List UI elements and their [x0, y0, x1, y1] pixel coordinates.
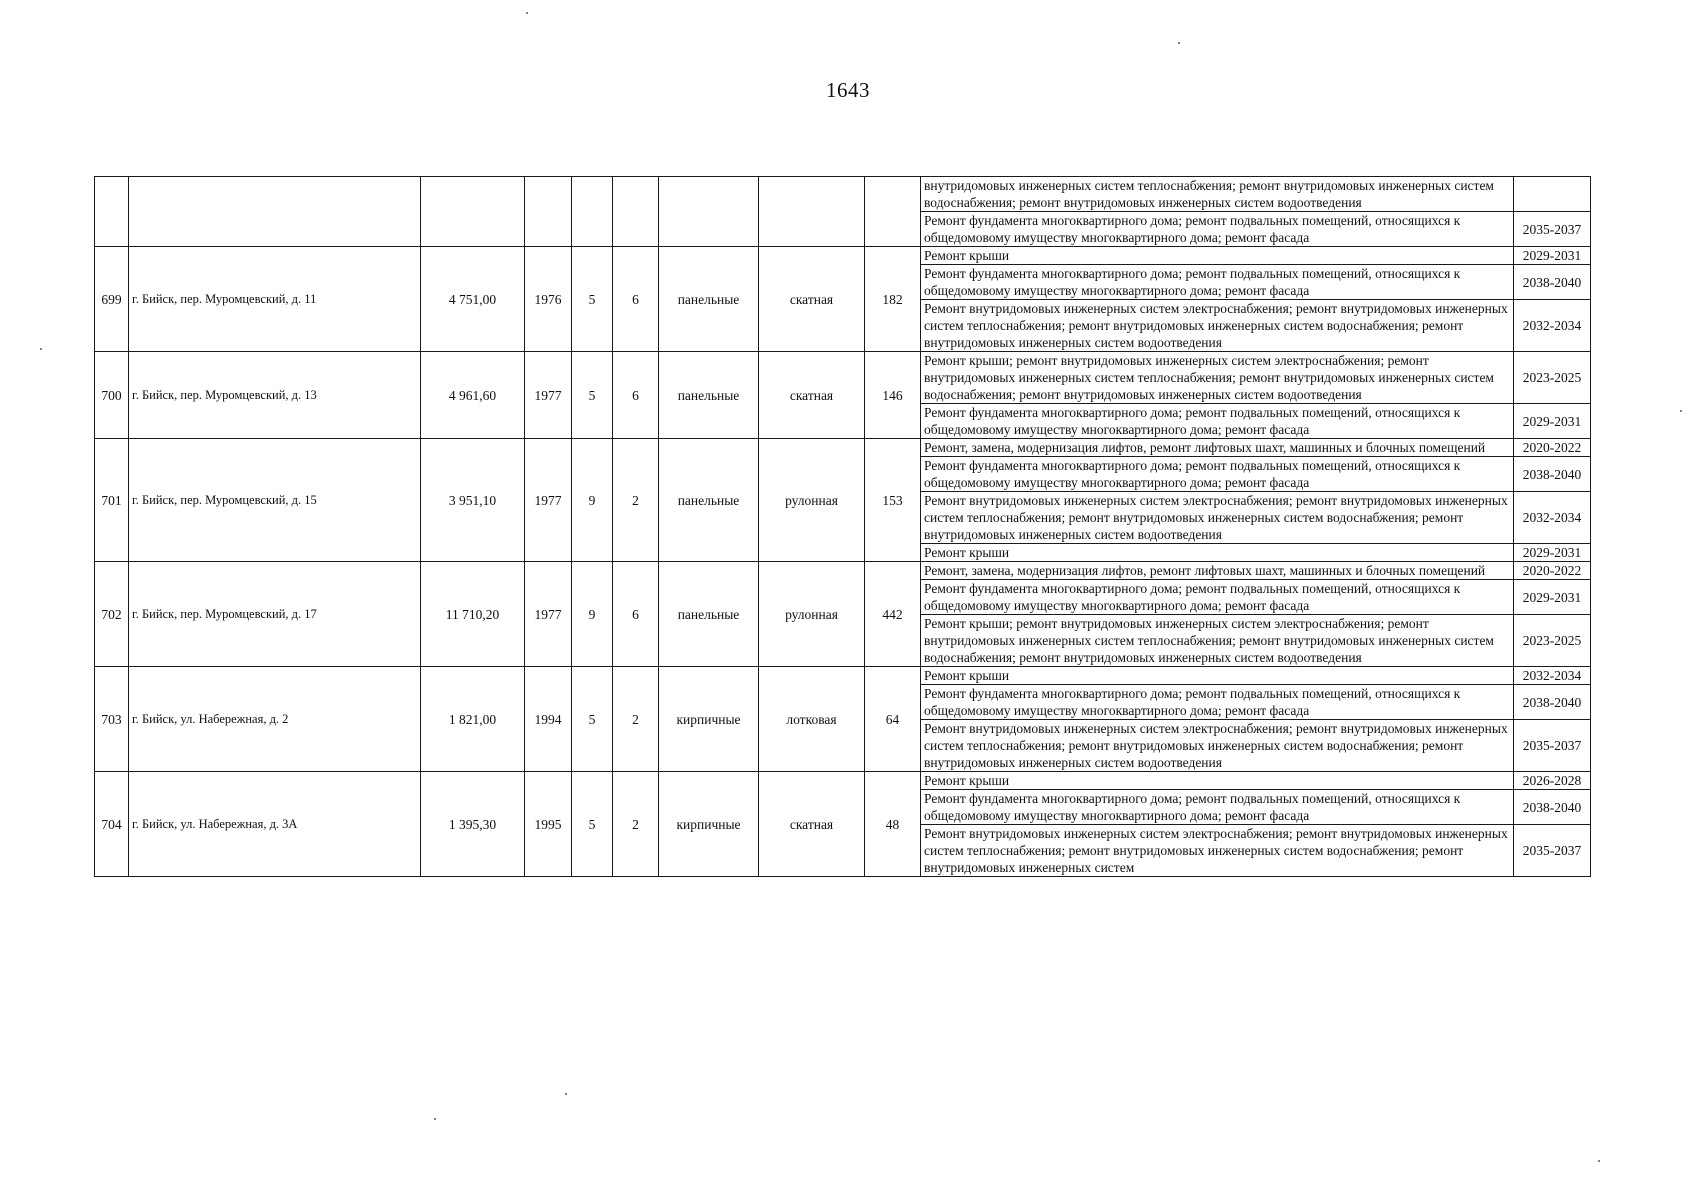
work-period: 2023-2025 [1514, 615, 1591, 667]
entrances: 2 [613, 772, 659, 877]
roof-empty [759, 177, 865, 247]
residents: 442 [865, 562, 921, 667]
roof-type: рулонная [759, 562, 865, 667]
build-year: 1977 [525, 439, 572, 562]
scan-speck [434, 1118, 436, 1120]
build-year: 1994 [525, 667, 572, 772]
work-description: Ремонт, замена, модернизация лифтов, ремонт лифтовых шахт, машинных и блочных помещений [921, 562, 1514, 580]
table-row [95, 177, 1591, 212]
work-description: Ремонт фундамента многоквартирного дома; ремонт подвальных помещений, относящихся к общедомовому имуществу многоквартирного дома; ремонт фасада [921, 790, 1514, 825]
roof-type: лотковая [759, 667, 865, 772]
work-period: 2026-2028 [1514, 772, 1591, 790]
work-description: Ремонт фундамента многоквартирного дома; ремонт подвальных помещений, относящихся к общедомовому имуществу многоквартирного дома; ремонт фасада [921, 580, 1514, 615]
roof-type: скатная [759, 772, 865, 877]
work-period: 2035-2037 [1514, 720, 1591, 772]
floors: 9 [572, 439, 613, 562]
entrances: 6 [613, 247, 659, 352]
work-period: 2032-2034 [1514, 667, 1591, 685]
work-description: Ремонт фундамента многоквартирного дома; ремонт подвальных помещений, относящихся к общедомовому имуществу многоквартирного дома; ремонт фасада [921, 457, 1514, 492]
scan-speck [1178, 42, 1180, 44]
year-empty [525, 177, 572, 247]
row-number: 700 [95, 352, 129, 439]
work-description: Ремонт внутридомовых инженерных систем электроснабжения; ремонт внутридомовых инженерных систем теплоснабжения; ремонт внутридомовых инженерных систем водоснабжения; ремонт внутридомовых инженерных систем водоотведения [921, 300, 1514, 352]
work-period: 2032-2034 [1514, 300, 1591, 352]
residents-empty [865, 177, 921, 247]
row-number: 702 [95, 562, 129, 667]
work-period: 2032-2034 [1514, 492, 1591, 544]
floors-empty [572, 177, 613, 247]
floors: 5 [572, 667, 613, 772]
work-description: Ремонт внутридомовых инженерных систем электроснабжения; ремонт внутридомовых инженерных систем теплоснабжения; ремонт внутридомовых инженерных систем водоснабжения; ремонт внутридомовых инженерных систем водоотведения [921, 720, 1514, 772]
wall-material: панельные [659, 247, 759, 352]
row-number: 703 [95, 667, 129, 772]
entrances: 6 [613, 562, 659, 667]
table-row [95, 667, 1591, 685]
row-number: 699 [95, 247, 129, 352]
wall-material: панельные [659, 352, 759, 439]
entrances-empty [613, 177, 659, 247]
work-description: Ремонт фундамента многоквартирного дома; ремонт подвальных помещений, относящихся к общедомовому имуществу многоквартирного дома; ремонт фасада [921, 265, 1514, 300]
work-period: 2020-2022 [1514, 562, 1591, 580]
work-description: Ремонт крыши [921, 772, 1514, 790]
work-description: Ремонт крыши [921, 544, 1514, 562]
residents: 153 [865, 439, 921, 562]
residents: 182 [865, 247, 921, 352]
work-period: 2029-2031 [1514, 580, 1591, 615]
row-number: 701 [95, 439, 129, 562]
build-year: 1976 [525, 247, 572, 352]
work-period: 2038-2040 [1514, 457, 1591, 492]
address: г. Бийск, пер. Муромцевский, д. 13 [129, 352, 421, 439]
address: г. Бийск, ул. Набережная, д. 2 [129, 667, 421, 772]
work-description: Ремонт фундамента многоквартирного дома; ремонт подвальных помещений, относящихся к общедомовому имуществу многоквартирного дома; ремонт фасада [921, 212, 1514, 247]
table-row [95, 352, 1591, 404]
roof-type: скатная [759, 247, 865, 352]
area-empty [421, 177, 525, 247]
floors: 5 [572, 247, 613, 352]
scan-speck [526, 12, 528, 14]
floors: 5 [572, 772, 613, 877]
address: г. Бийск, ул. Набережная, д. 3А [129, 772, 421, 877]
wall-material: кирпичные [659, 667, 759, 772]
work-period: 2023-2025 [1514, 352, 1591, 404]
work-period: 2029-2031 [1514, 247, 1591, 265]
work-description: Ремонт фундамента многоквартирного дома; ремонт подвальных помещений, относящихся к общедомовому имуществу многоквартирного дома; ремонт фасада [921, 685, 1514, 720]
address: г. Бийск, пер. Муромцевский, д. 17 [129, 562, 421, 667]
residents: 146 [865, 352, 921, 439]
area: 4 751,00 [421, 247, 525, 352]
table-row [95, 562, 1591, 580]
work-period: 2029-2031 [1514, 404, 1591, 439]
build-year: 1977 [525, 352, 572, 439]
entrances: 2 [613, 667, 659, 772]
wall-material: кирпичные [659, 772, 759, 877]
repair-schedule-table [94, 176, 1591, 877]
address: г. Бийск, пер. Муромцевский, д. 11 [129, 247, 421, 352]
roof-type: скатная [759, 352, 865, 439]
table-row [95, 247, 1591, 265]
roof-type: рулонная [759, 439, 865, 562]
work-description: Ремонт крыши; ремонт внутридомовых инженерных систем электроснабжения; ремонт внутридомовых инженерных систем теплоснабжения; ремонт внутридомовых инженерных систем водоснабжения; ремонт внутридомовых инженерных систем водоотведения [921, 352, 1514, 404]
work-period: 2035-2037 [1514, 212, 1591, 247]
build-year: 1995 [525, 772, 572, 877]
table-row [95, 772, 1591, 790]
floors: 9 [572, 562, 613, 667]
work-description: внутридомовых инженерных систем теплоснабжения; ремонт внутридомовых инженерных систем водоснабжения; ремонт внутридомовых инженерных систем водоотведения [921, 177, 1514, 212]
address: г. Бийск, пер. Муромцевский, д. 15 [129, 439, 421, 562]
page-number: 1643 [826, 78, 870, 102]
area: 11 710,20 [421, 562, 525, 667]
walls-empty [659, 177, 759, 247]
work-period: 2035-2037 [1514, 825, 1591, 877]
work-period [1514, 177, 1591, 212]
scan-speck [1598, 1160, 1600, 1162]
address-empty [129, 177, 421, 247]
work-description: Ремонт внутридомовых инженерных систем электроснабжения; ремонт внутридомовых инженерных систем теплоснабжения; ремонт внутридомовых инженерных систем водоснабжения; ремонт внутридомовых инженерных систем водоотведения [921, 492, 1514, 544]
residents: 48 [865, 772, 921, 877]
work-description: Ремонт крыши [921, 667, 1514, 685]
work-description: Ремонт крыши [921, 247, 1514, 265]
work-period: 2038-2040 [1514, 685, 1591, 720]
table-row [95, 439, 1591, 457]
work-period: 2038-2040 [1514, 265, 1591, 300]
work-period: 2038-2040 [1514, 790, 1591, 825]
area: 3 951,10 [421, 439, 525, 562]
work-description: Ремонт фундамента многоквартирного дома; ремонт подвальных помещений, относящихся к общедомовому имуществу многоквартирного дома; ремонт фасада [921, 404, 1514, 439]
scan-speck [1680, 410, 1682, 412]
scan-speck [565, 1093, 567, 1095]
work-description: Ремонт внутридомовых инженерных систем электроснабжения; ремонт внутридомовых инженерных систем теплоснабжения; ремонт внутридомовых инженерных систем водоснабжения; ремонт внутридомовых инженерных систем [921, 825, 1514, 877]
row-number-empty [95, 177, 129, 247]
wall-material: панельные [659, 439, 759, 562]
scan-speck [40, 348, 42, 350]
entrances: 6 [613, 352, 659, 439]
work-description: Ремонт, замена, модернизация лифтов, ремонт лифтовых шахт, машинных и блочных помещений [921, 439, 1514, 457]
area: 1 821,00 [421, 667, 525, 772]
entrances: 2 [613, 439, 659, 562]
residents: 64 [865, 667, 921, 772]
work-period: 2020-2022 [1514, 439, 1591, 457]
wall-material: панельные [659, 562, 759, 667]
table-body [95, 177, 1591, 877]
work-period: 2029-2031 [1514, 544, 1591, 562]
floors: 5 [572, 352, 613, 439]
area: 4 961,60 [421, 352, 525, 439]
work-description: Ремонт крыши; ремонт внутридомовых инженерных систем электроснабжения; ремонт внутридомовых инженерных систем теплоснабжения; ремонт внутридомовых инженерных систем водоснабжения; ремонт внутридомовых инженерных систем водоотведения [921, 615, 1514, 667]
row-number: 704 [95, 772, 129, 877]
build-year: 1977 [525, 562, 572, 667]
area: 1 395,30 [421, 772, 525, 877]
